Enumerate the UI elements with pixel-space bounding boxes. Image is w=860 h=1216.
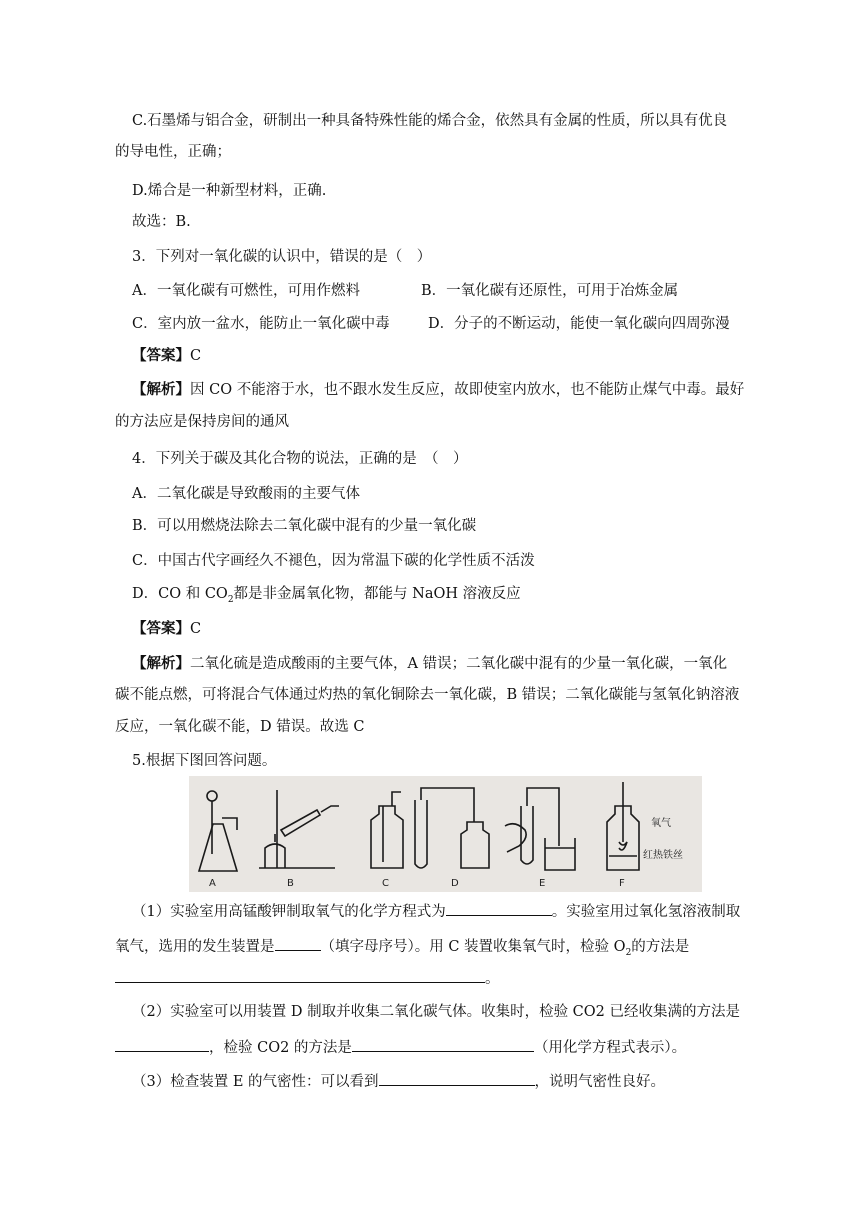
- analysis-text: 二氧化硫是造成酸雨的主要气体，A 错误；二氧化碳中混有的少量一氧化碳，一氧化: [190, 656, 728, 672]
- q5-sub1-line1: [132, 901, 740, 922]
- apparatus-e-beaker-icon: [545, 838, 575, 870]
- apparatus-b-tube-icon: [281, 810, 320, 836]
- figure-label-f: F: [619, 878, 625, 889]
- q3-option-d: D．分子的不断运动，能使一氧化碳向四周弥漫: [428, 316, 730, 332]
- part-c-line2: 的导电性，正确；: [115, 144, 231, 160]
- q5-sub2-text3: （用化学方程式表示）。: [533, 1040, 687, 1056]
- q5-sub1-text3: 氧气，选用的发生装置是: [115, 939, 275, 955]
- q3-option-b: B．一氧化碳有还原性，可用于冶炼金属: [421, 283, 679, 299]
- q5-stem: 5.根据下图回答问题。: [132, 753, 277, 769]
- q4-option-a: A．二氧化碳是导致酸雨的主要气体: [132, 486, 360, 502]
- q4-option-d-sub: 2: [227, 594, 234, 605]
- answer-blank-1[interactable]: [446, 901, 552, 916]
- figure-label-a: A: [209, 878, 216, 889]
- answer-blank-5[interactable]: [352, 1037, 534, 1052]
- apparatus-e-tube-icon: [521, 806, 533, 864]
- answer-blank-6[interactable]: [379, 1071, 535, 1086]
- q4-analysis-line1: [132, 654, 727, 674]
- q5-sub1-text6: 。: [485, 971, 500, 987]
- q3-option-c: C．室内放一盆水，能防止一氧化碳中毒: [132, 316, 390, 332]
- choice-b: 故选：B.: [132, 214, 191, 230]
- q4-option-b: B．可以用燃烧法除去二氧化碳中混有的少量一氧化碳: [132, 518, 477, 534]
- q5-sub3-text2: ，说明气密性良好。: [534, 1074, 666, 1090]
- apparatus-b-lamp-icon: [265, 844, 285, 868]
- analysis-label: 【解析】: [132, 381, 190, 398]
- answer-blank-4[interactable]: [115, 1037, 209, 1052]
- apparatus-a-funnel-icon: [207, 791, 217, 801]
- figure-label-c: C: [382, 878, 389, 889]
- apparatus-c-bottle-icon: [371, 806, 403, 868]
- q4-option-c: C．中国古代字画经久不褪色，因为常温下碳的化学性质不活泼: [132, 553, 535, 569]
- q5-sub3-text1: （3）检查装置 E 的气密性：可以看到: [132, 1074, 379, 1090]
- q5-sub1-line3: [115, 968, 500, 989]
- q5-sub1-text5: 的方法是: [631, 939, 690, 955]
- q3-analysis-line1: [132, 380, 744, 400]
- q3-answer: [132, 346, 201, 366]
- lab-apparatus-figure: [189, 776, 702, 892]
- q3-stem: 3．下列对一氧化碳的认识中，错误的是（ ）: [132, 249, 432, 265]
- answer-blank-3[interactable]: [115, 968, 485, 983]
- answer-label: 【答案】: [132, 620, 190, 637]
- apparatus-d-tube-icon: [415, 800, 427, 868]
- answer-blank-2[interactable]: [275, 936, 321, 951]
- apparatus-e-hand-icon: [505, 824, 526, 852]
- q5-sub2-line2: [115, 1037, 686, 1058]
- q3-analysis-line2: 的方法应是保持房间的通风: [115, 414, 289, 430]
- analysis-text: 因 CO 不能溶于水，也不跟水发生反应，故即使室内放水，也不能防止煤气中毒。最好: [190, 382, 745, 398]
- part-c-line1: C.石墨烯与铝合金，研制出一种具备特殊性能的烯合金，依然具有金属的性质，所以具有优良: [132, 113, 728, 129]
- part-d: D.烯合是一种新型材料，正确.: [132, 183, 327, 199]
- q5-sub1-text4: （填字母序号）。用 C 装置收集氧气时，检验 O: [320, 939, 626, 955]
- figure-label-e: E: [539, 878, 546, 889]
- q4-stem: 4．下列关于碳及其化合物的说法，正确的是 （ ）: [132, 451, 468, 467]
- q5-sub2-line1: （2）实验室可以用装置 D 制取并收集二氧化碳气体。收集时，检验 CO2 已经收集满的方法是: [132, 1004, 740, 1020]
- q5-sub3-line: [132, 1071, 665, 1092]
- figure-f-text-oxygen: 氧气: [651, 818, 671, 829]
- answer-label: 【答案】: [132, 347, 190, 364]
- figure-label-d: D: [451, 878, 459, 889]
- q5-sub1-sub: 2: [625, 947, 632, 958]
- answer-value: C: [190, 348, 202, 364]
- q4-analysis-line3: 反应，一氧化碳不能，D 错误。故选 C: [115, 719, 365, 735]
- q5-sub1-text2: 。实验室用过氧化氢溶液制取: [551, 904, 741, 920]
- apparatus-a-flask-icon: [199, 824, 237, 871]
- analysis-label: 【解析】: [132, 655, 190, 672]
- q4-option-d-post: 都是非金属氧化物，都能与 NaOH 溶液反应: [233, 586, 521, 602]
- figure-f-text-wire: 红热铁丝: [643, 850, 683, 861]
- q4-option-d-pre: D．CO 和 CO: [132, 586, 228, 602]
- answer-value: C: [190, 621, 202, 637]
- q4-answer: [132, 619, 201, 639]
- q5-sub1-line2: [115, 936, 689, 963]
- apparatus-f-wire-icon: [619, 842, 627, 850]
- q5-sub1-text1: （1）实验室用高锰酸钾制取氧气的化学方程式为: [132, 904, 446, 920]
- lab-apparatus-svg: [189, 776, 702, 892]
- apparatus-d-bottle-icon: [461, 822, 489, 868]
- q5-sub2-text2: ，检验 CO2 的方法是: [209, 1040, 352, 1056]
- figure-label-b: B: [287, 878, 294, 889]
- q4-analysis-line2: 碳不能点燃，可将混合气体通过灼热的氧化铜除去一氧化碳，B 错误；二氧化碳能与氢氧化钠溶液: [115, 687, 740, 703]
- q4-option-d: [132, 584, 521, 610]
- q3-option-a: A．一氧化碳有可燃性，可用作燃料: [132, 283, 360, 299]
